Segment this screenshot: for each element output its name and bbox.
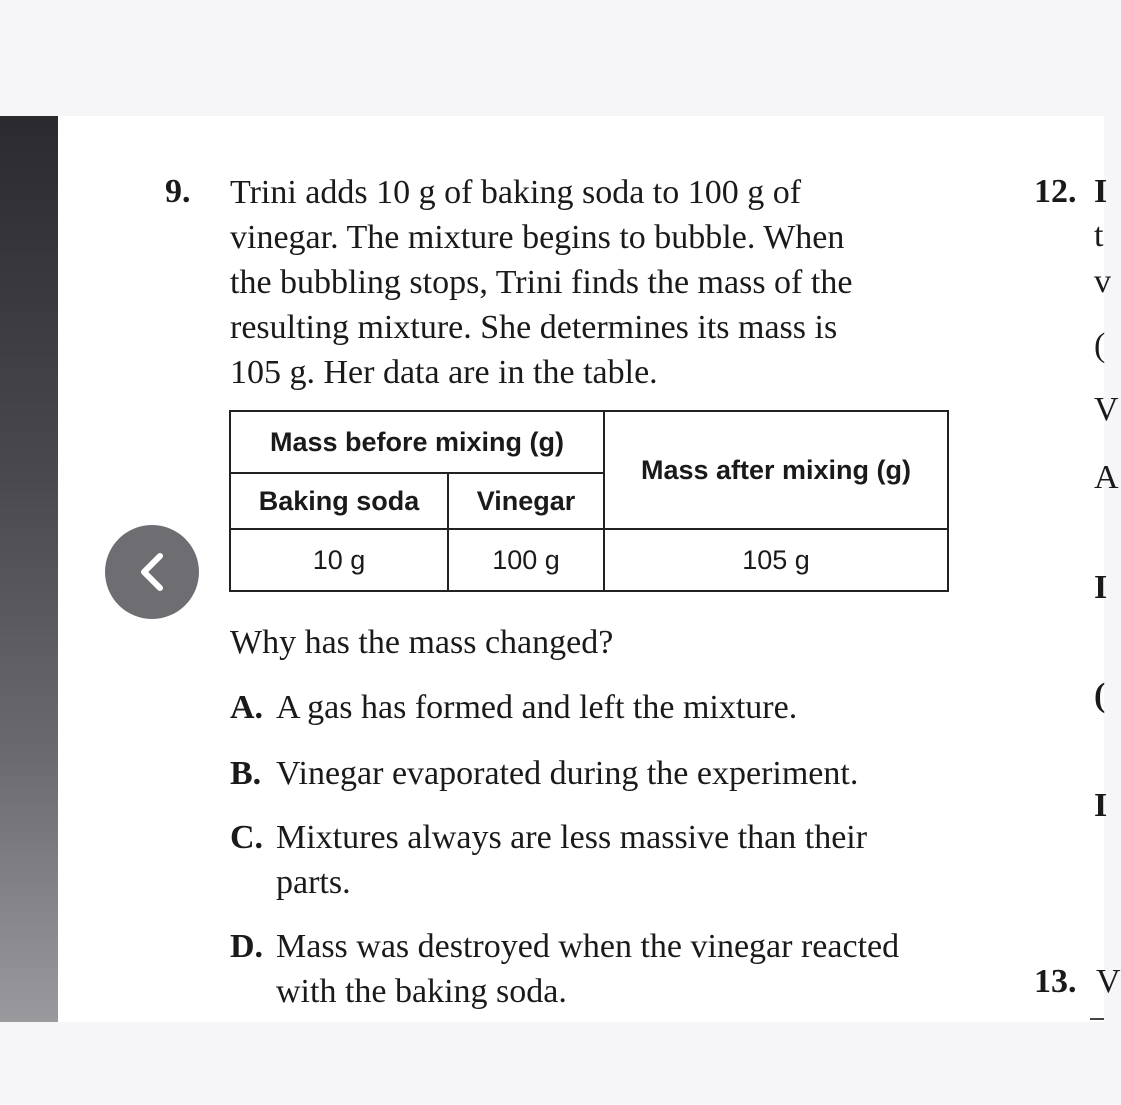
choice-c[interactable] [230,815,867,905]
choice-text-continued: parts. [276,864,351,901]
cut-glyph: ( [1094,327,1106,364]
header-mass-before: Mass before mixing (g) [230,411,604,473]
cut-glyph: t [1094,217,1104,254]
subheader-baking-soda: Baking soda [230,473,448,529]
choice-d[interactable] [230,924,899,1014]
choice-text: Mass was destroyed when the vinegar reacted [276,928,900,965]
cell-baking-soda: 10 g [230,529,448,591]
cut-glyph: ( [1094,677,1106,714]
edge-rule [1090,1018,1104,1020]
choice-a[interactable] [230,685,797,730]
data-table [229,410,949,592]
choice-text: Vinegar evaporated during the experiment. [276,755,859,792]
chevron-left-icon [132,550,172,594]
cut-glyph: V [1096,963,1121,1000]
stem-line: Trini adds 10 g of baking soda to 100 g of [230,174,802,211]
question-12-number: 12. [1034,173,1077,210]
question-9-number: 9. [165,173,191,210]
cut-glyph: v [1094,263,1111,300]
cut-glyph: I [1094,787,1108,824]
cell-mass-after: 105 g [604,529,948,591]
stem-line: 105 g. Her data are in the table. [230,354,658,391]
cell-vinegar: 100 g [448,529,604,591]
question-13-number: 13. [1034,963,1077,1000]
choice-text-continued: with the baking soda. [276,973,567,1010]
cut-glyph: I [1094,569,1108,606]
cut-glyph: A [1094,459,1119,496]
subheader-vinegar: Vinegar [448,473,604,529]
cut-glyph: V [1094,391,1119,428]
stem-line: vinegar. The mixture begins to bubble. When [230,219,845,256]
stem-line: the bubbling stops, Trini finds the mass of the [230,264,853,301]
left-edge-strip [0,116,58,1022]
choice-text: A gas has formed and left the mixture. [276,689,798,726]
choice-b[interactable] [230,751,858,796]
choice-text: Mixtures always are less massive than their [276,819,868,856]
header-mass-after: Mass after mixing (g) [604,411,948,529]
choice-letter: B. [230,755,262,792]
stem-line: resulting mixture. She determines its mass is [230,309,838,346]
question-prompt: Why has the mass changed? [230,624,614,661]
choice-letter: A. [230,689,264,726]
back-button[interactable] [105,525,199,619]
cut-glyph: I [1094,173,1108,210]
choice-letter: D. [230,928,264,965]
choice-letter: C. [230,819,264,856]
question-9-stem [230,170,950,395]
